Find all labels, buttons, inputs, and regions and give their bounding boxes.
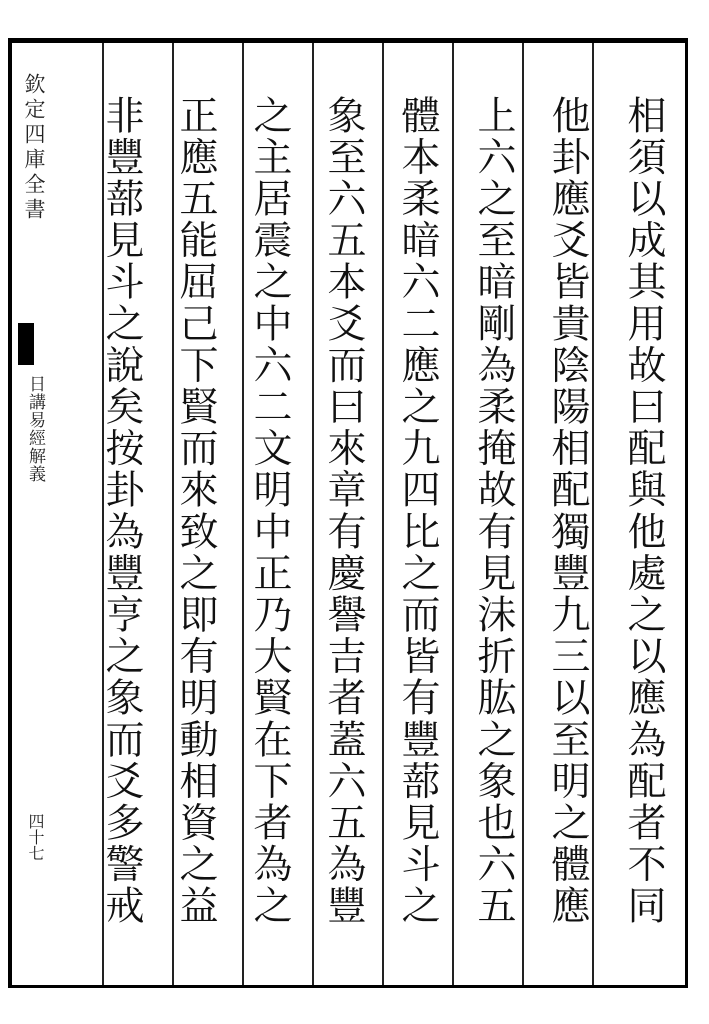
text-frame xyxy=(36,38,688,988)
column-rule xyxy=(382,43,384,985)
column-rule xyxy=(522,43,524,985)
book-title: 日講易經解義 xyxy=(25,375,45,483)
fishtail-mark xyxy=(18,323,34,365)
text-column-3: 上六之至暗剛為柔掩故有見沬折肱之象也六五 xyxy=(471,95,516,927)
text-column-2: 他卦應爻皆貴陰陽相配獨豐九三以至明之體應 xyxy=(545,95,590,927)
margin-strip xyxy=(8,38,46,988)
page-number: 四十七 xyxy=(26,813,45,861)
column-rule xyxy=(452,43,454,985)
text-column-4: 體本柔暗六二應之九四比之而皆有豐蔀見斗之 xyxy=(395,95,440,927)
collection-title: 欽定四庫全書 xyxy=(22,73,46,223)
text-column-8: 非豐蔀見斗之說矣按卦為豐亨之象而爻多警戒 xyxy=(99,95,144,927)
text-column-7: 正應五能屈己下賢而來致之即有明動相資之益 xyxy=(173,95,218,927)
text-column-1: 相須以成其用故曰配與他處之以應為配者不同 xyxy=(621,95,666,927)
text-column-6: 之主居震之中六二文明中正乃大賢在下者為之 xyxy=(247,95,292,927)
text-column-5: 象至六五本爻而曰來章有慶譽吉者蓋六五為豐 xyxy=(321,95,366,927)
